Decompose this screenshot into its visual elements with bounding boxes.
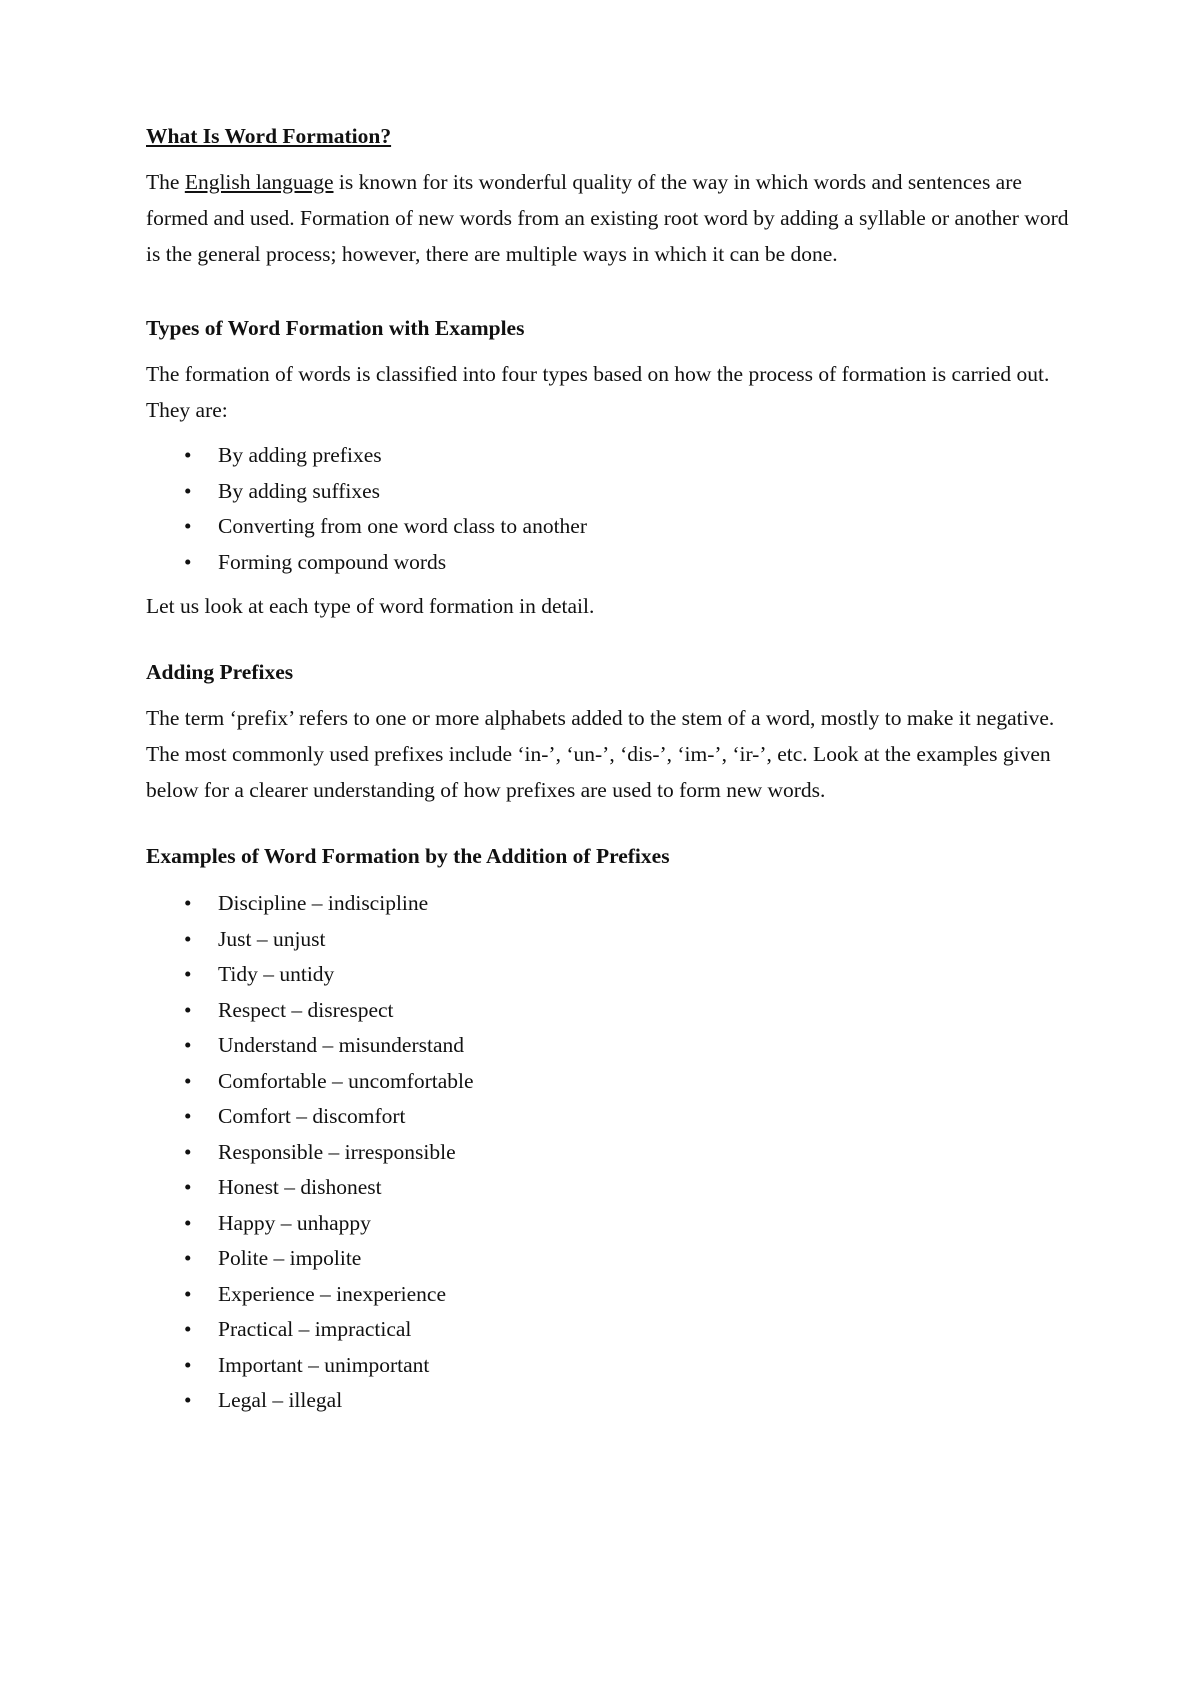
document-page: [146, 118, 1076, 1419]
list-item: • Understand – misunderstand: [146, 1028, 1076, 1064]
examples-heading: Examples of Word Formation by the Addition of Prefixes: [146, 844, 670, 868]
list-item: • Experience – inexperience: [146, 1277, 1076, 1313]
page-title: What Is Word Formation?: [146, 124, 392, 148]
types-heading: Types of Word Formation with Examples: [146, 316, 525, 340]
intro-text-end: is known for its wonderful quality of the way in which words and sentences are formed and used. Formation of new words from an existing root word by adding a syllable or another word is the general process; however, there are multiple ways in which it can be done.: [146, 170, 1069, 266]
types-list: [146, 438, 1076, 580]
list-item: • Honest – dishonest: [146, 1170, 1076, 1206]
list-item: • Happy – unhappy: [146, 1206, 1076, 1242]
list-item: • By adding suffixes: [146, 474, 1076, 510]
list-item: • Comfort – discomfort: [146, 1099, 1076, 1135]
list-item: • Legal – illegal: [146, 1383, 1076, 1419]
intro-text-start: The: [146, 170, 185, 194]
list-item: • By adding prefixes: [146, 438, 1076, 474]
prefix-paragraph: The term ‘prefix’ refers to one or more alphabets added to the stem of a word, mostly to make it negative. The most commonly used prefixes include ‘in-’, ‘un-’, ‘dis-’, ‘im-’, ‘ir-’, etc. Look at the examples given below for a clearer understanding of how prefixes are used to form new words.: [146, 706, 1055, 802]
list-item: • Practical – impractical: [146, 1312, 1076, 1348]
list-item: • Respect – disrespect: [146, 993, 1076, 1029]
list-item: • Converting from one word class to another: [146, 509, 1076, 545]
list-item: • Just – unjust: [146, 922, 1076, 958]
list-item: • Tidy – untidy: [146, 957, 1076, 993]
intro-paragraph: [146, 164, 1076, 272]
list-item: • Polite – impolite: [146, 1241, 1076, 1277]
list-item: • Responsible – irresponsible: [146, 1135, 1076, 1171]
english-language-link[interactable]: English language: [184, 170, 334, 194]
examples-list: [146, 886, 1076, 1419]
list-item: • Comfortable – uncomfortable: [146, 1064, 1076, 1100]
prefix-heading: Adding Prefixes: [146, 660, 294, 684]
types-intro-paragraph: The formation of words is classified into four types based on how the process of formation is carried out. They are:: [146, 362, 1050, 422]
list-item: • Forming compound words: [146, 545, 1076, 581]
list-item: • Important – unimportant: [146, 1348, 1076, 1384]
types-outro-paragraph: Let us look at each type of word formation in detail.: [146, 594, 595, 618]
list-item: • Discipline – indiscipline: [146, 886, 1076, 922]
